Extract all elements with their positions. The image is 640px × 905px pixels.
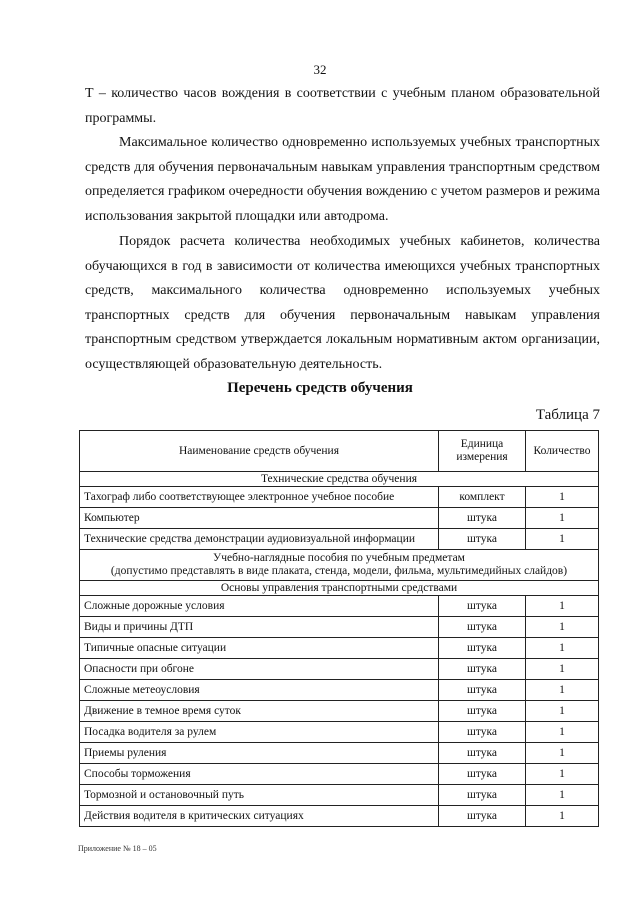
section-visual-line2: (допустимо представлять в виде плаката, стенда, модели, фильма, мультимедийных слайдов) [110, 565, 568, 577]
row-unit: штука [439, 596, 526, 617]
row-name: Действия водителя в критических ситуациях [80, 806, 439, 827]
row-name: Виды и причины ДТП [80, 617, 439, 638]
row-name: Опасности при обгоне [80, 659, 439, 680]
paragraph-max-vehicles: Максимальное количество одновременно используемых учебных транспортных средств для обучения первоначальным навыкам управления транспортным средством определяется графиком очередности обучения вождению с учетом размеров и режима использования закрытой площадки или автодрома. [85, 135, 600, 224]
table-row [80, 680, 599, 701]
row-qty: 1 [526, 806, 599, 827]
row-unit: штука [439, 659, 526, 680]
table-row [80, 743, 599, 764]
row-unit: штука [439, 508, 526, 529]
basics-rows [80, 596, 599, 827]
section-basics-label: Основы управления транспортными средствами [80, 581, 599, 596]
row-unit: штука [439, 785, 526, 806]
section-visual-line1: Учебно-наглядные пособия по учебным предметам [213, 552, 465, 564]
header-name: Наименование средств обучения [80, 431, 439, 472]
row-qty: 1 [526, 785, 599, 806]
row-name: Движение в темное время суток [80, 701, 439, 722]
table-row [80, 638, 599, 659]
row-qty: 1 [526, 596, 599, 617]
row-name: Тормозной и остановочный путь [80, 785, 439, 806]
table-row [80, 529, 599, 550]
row-name: Технические средства демонстрации аудиовизуальной информации [80, 529, 439, 550]
row-qty: 1 [526, 701, 599, 722]
row-name: Сложные метеоусловия [80, 680, 439, 701]
technical-rows [80, 487, 599, 550]
row-unit: штука [439, 722, 526, 743]
row-name: Приемы руления [80, 743, 439, 764]
row-qty: 1 [526, 508, 599, 529]
table-label: Таблица 7 [535, 407, 600, 423]
table-row [80, 487, 599, 508]
row-qty: 1 [526, 743, 599, 764]
row-unit: штука [439, 638, 526, 659]
row-name: Тахограф либо соответствующее электронное учебное пособие [80, 487, 439, 508]
row-qty: 1 [526, 638, 599, 659]
section-technical-label: Технические средства обучения [80, 472, 599, 487]
row-name: Сложные дорожные условия [80, 596, 439, 617]
table-header-row [80, 431, 599, 472]
section-row-technical [80, 472, 599, 487]
row-name: Компьютер [80, 508, 439, 529]
row-unit: штука [439, 617, 526, 638]
row-unit: штука [439, 806, 526, 827]
table-row [80, 617, 599, 638]
row-qty: 1 [526, 529, 599, 550]
row-qty: 1 [526, 764, 599, 785]
header-qty: Количество [526, 431, 599, 472]
footer-note: Приложение № 18 – 05 [78, 844, 157, 853]
section-row-basics [80, 581, 599, 596]
paragraph-t-definition: Т – количество часов вождения в соответствии с учебным планом образовательной программы. [85, 86, 600, 126]
table-row [80, 701, 599, 722]
section-visual-label [80, 550, 599, 581]
page-number: 32 [313, 62, 327, 77]
row-qty: 1 [526, 617, 599, 638]
row-unit: штука [439, 764, 526, 785]
row-name: Способы торможения [80, 764, 439, 785]
table-row [80, 764, 599, 785]
table-row [80, 806, 599, 827]
section-title: Перечень средств обучения [227, 380, 413, 396]
row-name: Типичные опасные ситуации [80, 638, 439, 659]
row-qty: 1 [526, 487, 599, 508]
table-row [80, 508, 599, 529]
row-qty: 1 [526, 722, 599, 743]
table-row [80, 722, 599, 743]
table-row [80, 659, 599, 680]
row-unit: штука [439, 529, 526, 550]
row-name: Посадка водителя за рулем [80, 722, 439, 743]
row-unit: штука [439, 680, 526, 701]
section-row-visual [80, 550, 599, 581]
table-row [80, 596, 599, 617]
row-qty: 1 [526, 659, 599, 680]
header-unit: Единица измерения [439, 431, 526, 472]
training-means-table [79, 430, 599, 827]
row-unit: комплект [439, 487, 526, 508]
row-qty: 1 [526, 680, 599, 701]
paragraph-calculation-order: Порядок расчета количества необходимых учебных кабинетов, количества обучающихся в год в зависимости от количества имеющихся учебных транспортных средств, максимального количества одновременно используемых учебных транспортных средств для обучения первоначальным навыкам управления транспортным средством утверждается локальным нормативным актом организации, осуществляющей образовательную деятельность. [85, 234, 600, 372]
table-row [80, 785, 599, 806]
row-unit: штука [439, 701, 526, 722]
row-unit: штука [439, 743, 526, 764]
